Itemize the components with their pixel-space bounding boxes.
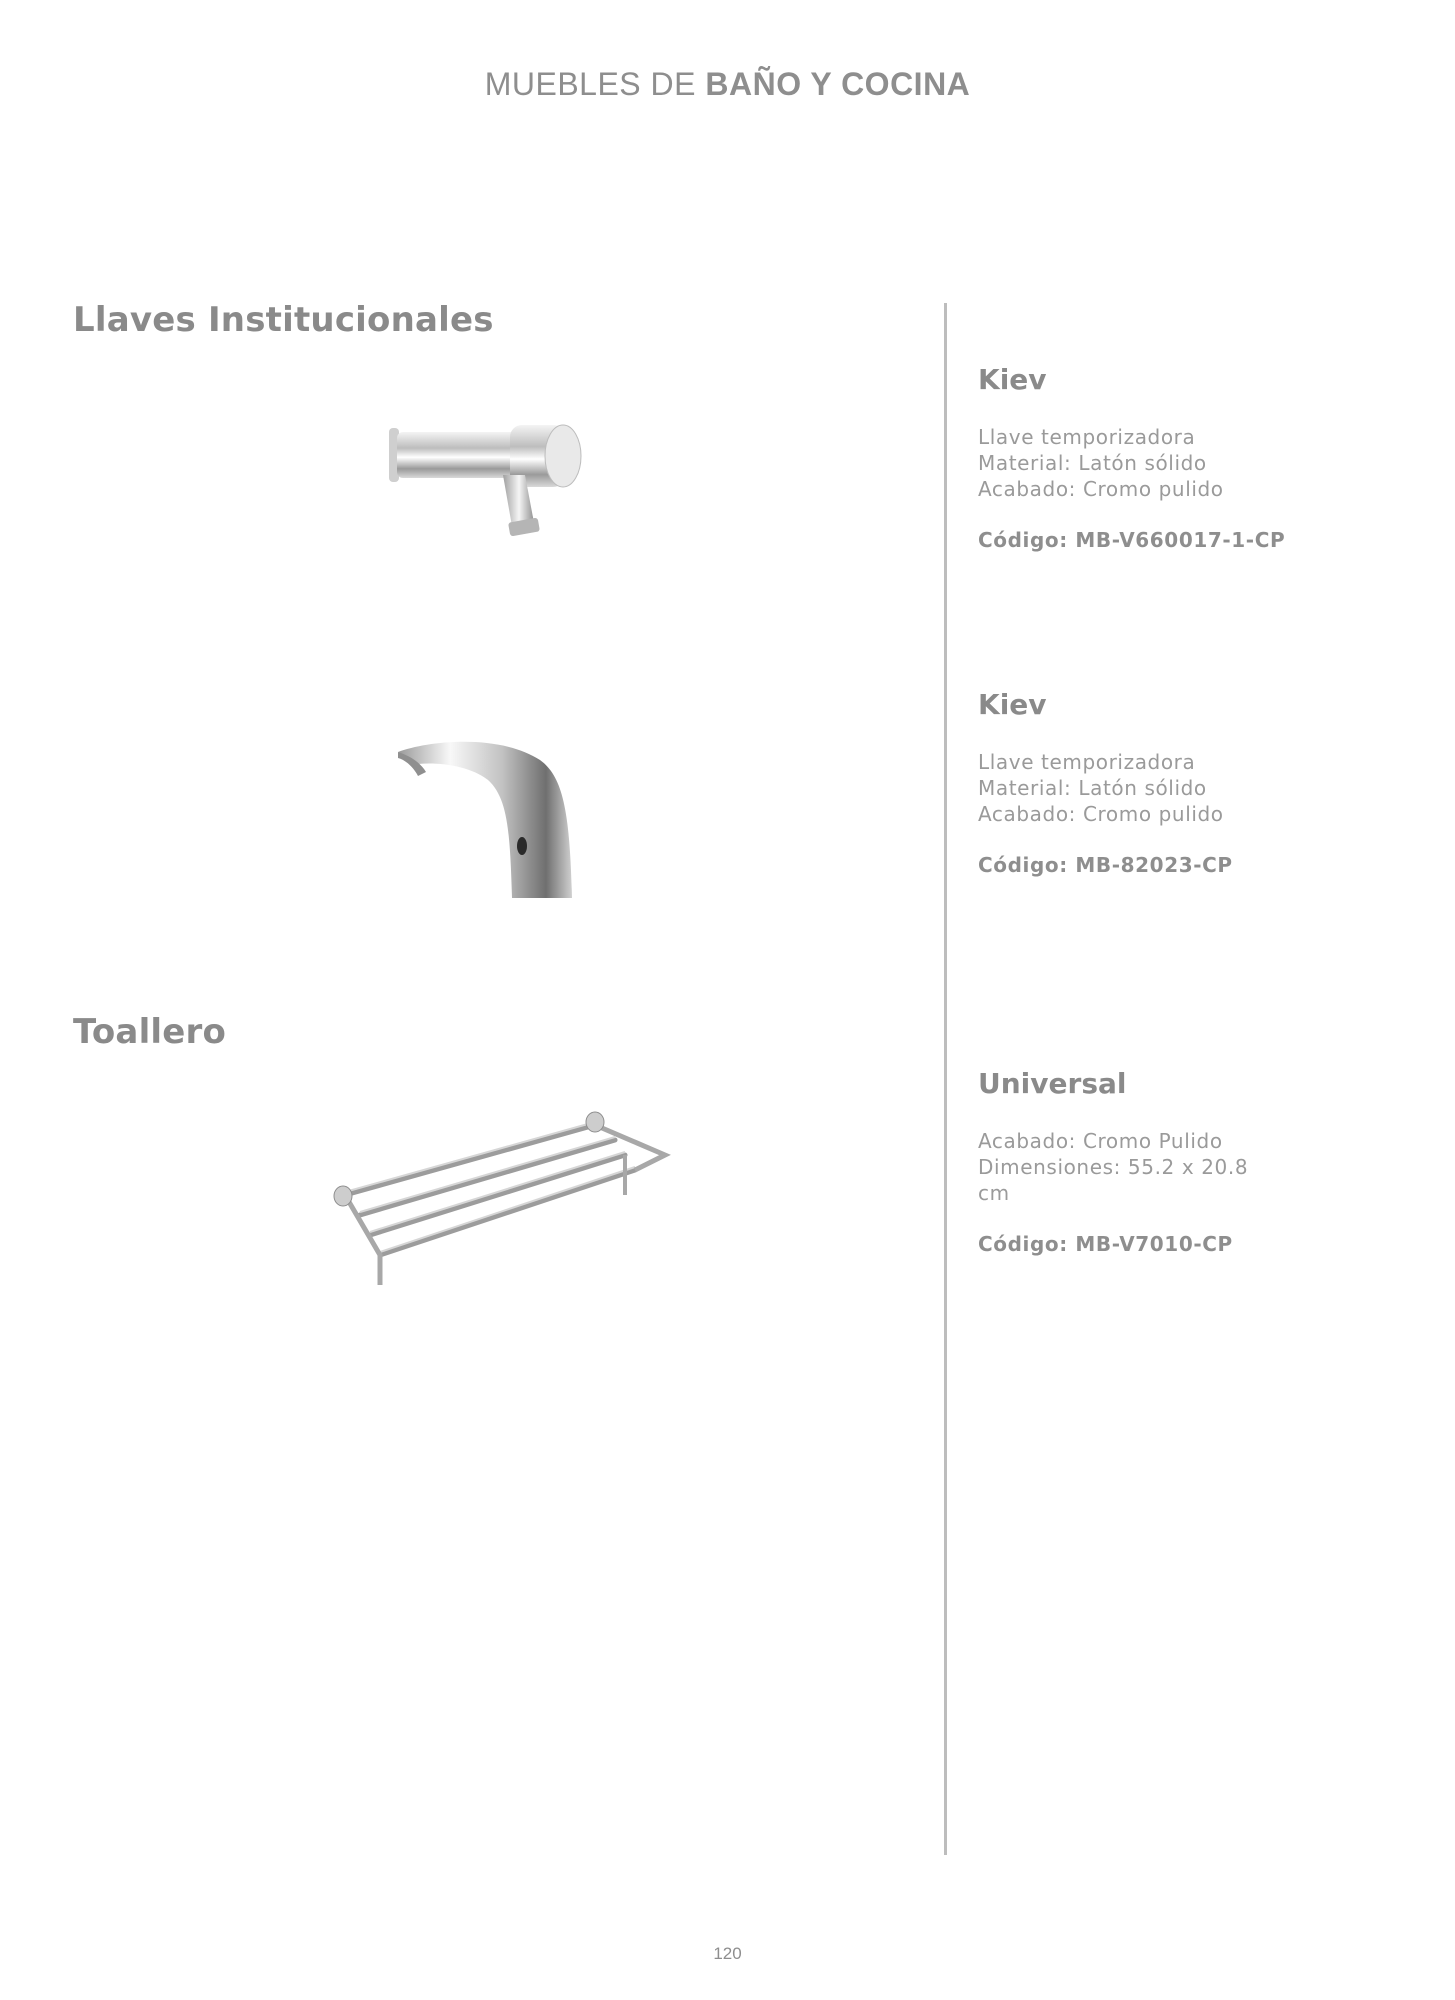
towel-rack-image [325,1110,675,1295]
page-number: 120 [713,1944,742,1963]
product-code: Código: MB-82023-CP [978,853,1233,877]
header-bold: BAÑO Y COCINA [705,66,971,102]
product-detail: Acabado: Cromo pulido [978,802,1224,826]
product-name: Kiev [978,688,1047,721]
product-code: Código: MB-V7010-CP [978,1232,1233,1256]
product-detail: Llave temporizadora [978,425,1196,449]
page-header [0,66,1455,103]
sensor-faucet-image [390,738,590,903]
product-detail: Material: Latón sólido [978,451,1207,475]
product-detail: cm [978,1181,1010,1205]
product-code: Código: MB-V660017-1-CP [978,528,1286,552]
product-detail: Llave temporizadora [978,750,1196,774]
product-kiev-2 [978,688,1398,877]
product-name: Universal [978,1067,1127,1100]
product-detail: Acabado: Cromo pulido [978,477,1224,501]
timed-faucet-image [385,420,595,545]
product-detail: Material: Latón sólido [978,776,1207,800]
product-universal [978,1067,1398,1256]
product-kiev-1 [978,363,1398,552]
product-detail: Acabado: Cromo Pulido [978,1129,1223,1153]
column-divider [944,303,947,1855]
section-title-llaves: Llaves Institucionales [73,300,494,340]
product-detail: Dimensiones: 55.2 x 20.8 [978,1155,1249,1179]
header-prefix: MUEBLES DE [484,66,696,102]
section-title-toallero: Toallero [73,1012,227,1052]
product-name: Kiev [978,363,1047,396]
